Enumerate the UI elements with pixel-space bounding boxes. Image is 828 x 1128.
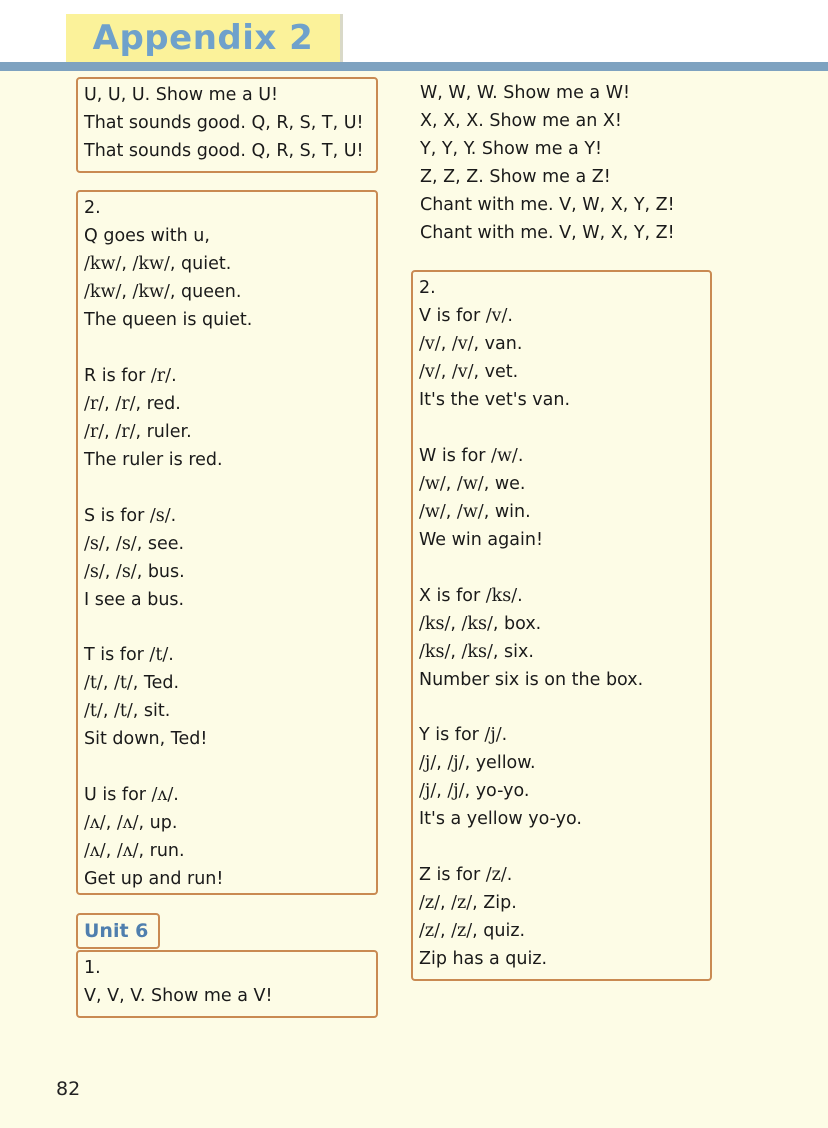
text-line: 2.	[84, 198, 101, 218]
text-line: /kw/, /kw/, queen.	[84, 282, 242, 302]
text-line: We win again!	[419, 529, 543, 550]
text-line: V, V, V. Show me a V!	[84, 986, 273, 1006]
text-line: /s/, /s/, see.	[84, 533, 185, 554]
text-line: /v/, /v/, van.	[419, 334, 523, 354]
text-line: Q goes with u,	[84, 226, 210, 246]
text-line: That sounds good. Q, R, S, T, U!	[84, 113, 364, 133]
text-line: X, X, X. Show me an X!	[420, 111, 622, 131]
text-line: /v/, /v/, vet.	[419, 362, 519, 382]
text-line: V is for /v/.	[419, 306, 513, 326]
stanza-gap	[84, 753, 376, 781]
text-line: The ruler is red.	[84, 449, 223, 470]
text-line: W is for /w/.	[419, 445, 524, 466]
phonics-lines	[84, 194, 376, 893]
stanza-gap	[419, 694, 710, 722]
text-line: It's a yellow yo-yo.	[419, 809, 582, 830]
text-line: /ʌ/, /ʌ/, run.	[84, 841, 185, 862]
stanza-gap	[84, 614, 376, 642]
chant-lines-w-to-z	[420, 79, 720, 247]
chant-lines	[84, 81, 376, 165]
chant-lines	[84, 954, 376, 1010]
text-line: /ks/, /ks/, six.	[419, 641, 534, 662]
chant-box-u	[76, 77, 378, 173]
text-line: /s/, /s/, bus.	[84, 561, 185, 582]
text-line: It's the vet's van.	[419, 390, 571, 410]
chant-lines	[420, 79, 720, 247]
text-line: Z, Z, Z. Show me a Z!	[420, 167, 611, 187]
text-line: T is for /t/.	[84, 645, 174, 666]
text-line: /w/, /w/, win.	[419, 501, 531, 522]
text-line: I see a bus.	[84, 589, 185, 610]
text-line: /kw/, /kw/, quiet.	[84, 254, 232, 274]
text-line: Y, Y, Y. Show me a Y!	[420, 139, 603, 159]
text-line: Chant with me. V, W, X, Y, Z!	[420, 223, 675, 243]
text-line: Sit down, Ted!	[84, 729, 208, 750]
header-divider	[0, 62, 828, 71]
text-line: Z is for /z/.	[419, 865, 513, 886]
unit-6-label: Unit 6	[76, 913, 160, 949]
text-line: Zip has a quiz.	[419, 949, 548, 970]
chant-box-v	[76, 950, 378, 1018]
text-line: /z/, /z/, quiz.	[419, 921, 526, 942]
text-line: X is for /ks/.	[419, 585, 523, 606]
text-line: Number six is on the box.	[419, 669, 644, 690]
text-line: /j/, /j/, yellow.	[419, 753, 536, 774]
text-line: That sounds good. Q, R, S, T, U!	[84, 141, 364, 161]
text-line: The queen is quiet.	[84, 310, 253, 330]
text-line: Y is for /j/.	[419, 725, 508, 746]
text-line: /w/, /w/, we.	[419, 473, 526, 494]
phonics-lines	[419, 274, 710, 973]
text-line: /ʌ/, /ʌ/, up.	[84, 813, 178, 834]
text-line: /r/, /r/, red.	[84, 393, 181, 414]
text-line: /t/, /t/, Ted.	[84, 673, 180, 694]
text-line: /ks/, /ks/, box.	[419, 613, 542, 634]
text-line: U is for /ʌ/.	[84, 785, 179, 806]
text-line: R is for /r/.	[84, 365, 177, 386]
text-line: S is for /s/.	[84, 505, 177, 526]
text-line: /z/, /z/, Zip.	[419, 893, 517, 914]
stanza-gap	[84, 474, 376, 502]
text-line: 1.	[84, 958, 101, 978]
stanza-gap	[419, 833, 710, 861]
phonics-box-v-to-z	[411, 270, 712, 981]
text-line: Get up and run!	[84, 869, 224, 890]
page-title: Appendix 2	[66, 14, 340, 62]
stanza-gap	[84, 334, 376, 362]
phonics-box-q-to-u	[76, 190, 378, 895]
text-line: U, U, U. Show me a U!	[84, 85, 279, 105]
text-line: 2.	[419, 278, 436, 298]
text-line: /r/, /r/, ruler.	[84, 421, 192, 442]
text-line: W, W, W. Show me a W!	[420, 83, 631, 103]
text-line: Chant with me. V, W, X, Y, Z!	[420, 195, 675, 215]
text-line: /j/, /j/, yo-yo.	[419, 781, 530, 802]
stanza-gap	[419, 554, 710, 582]
stanza-gap	[419, 414, 710, 442]
page-number: 82	[56, 1078, 81, 1100]
text-line: /t/, /t/, sit.	[84, 701, 171, 722]
